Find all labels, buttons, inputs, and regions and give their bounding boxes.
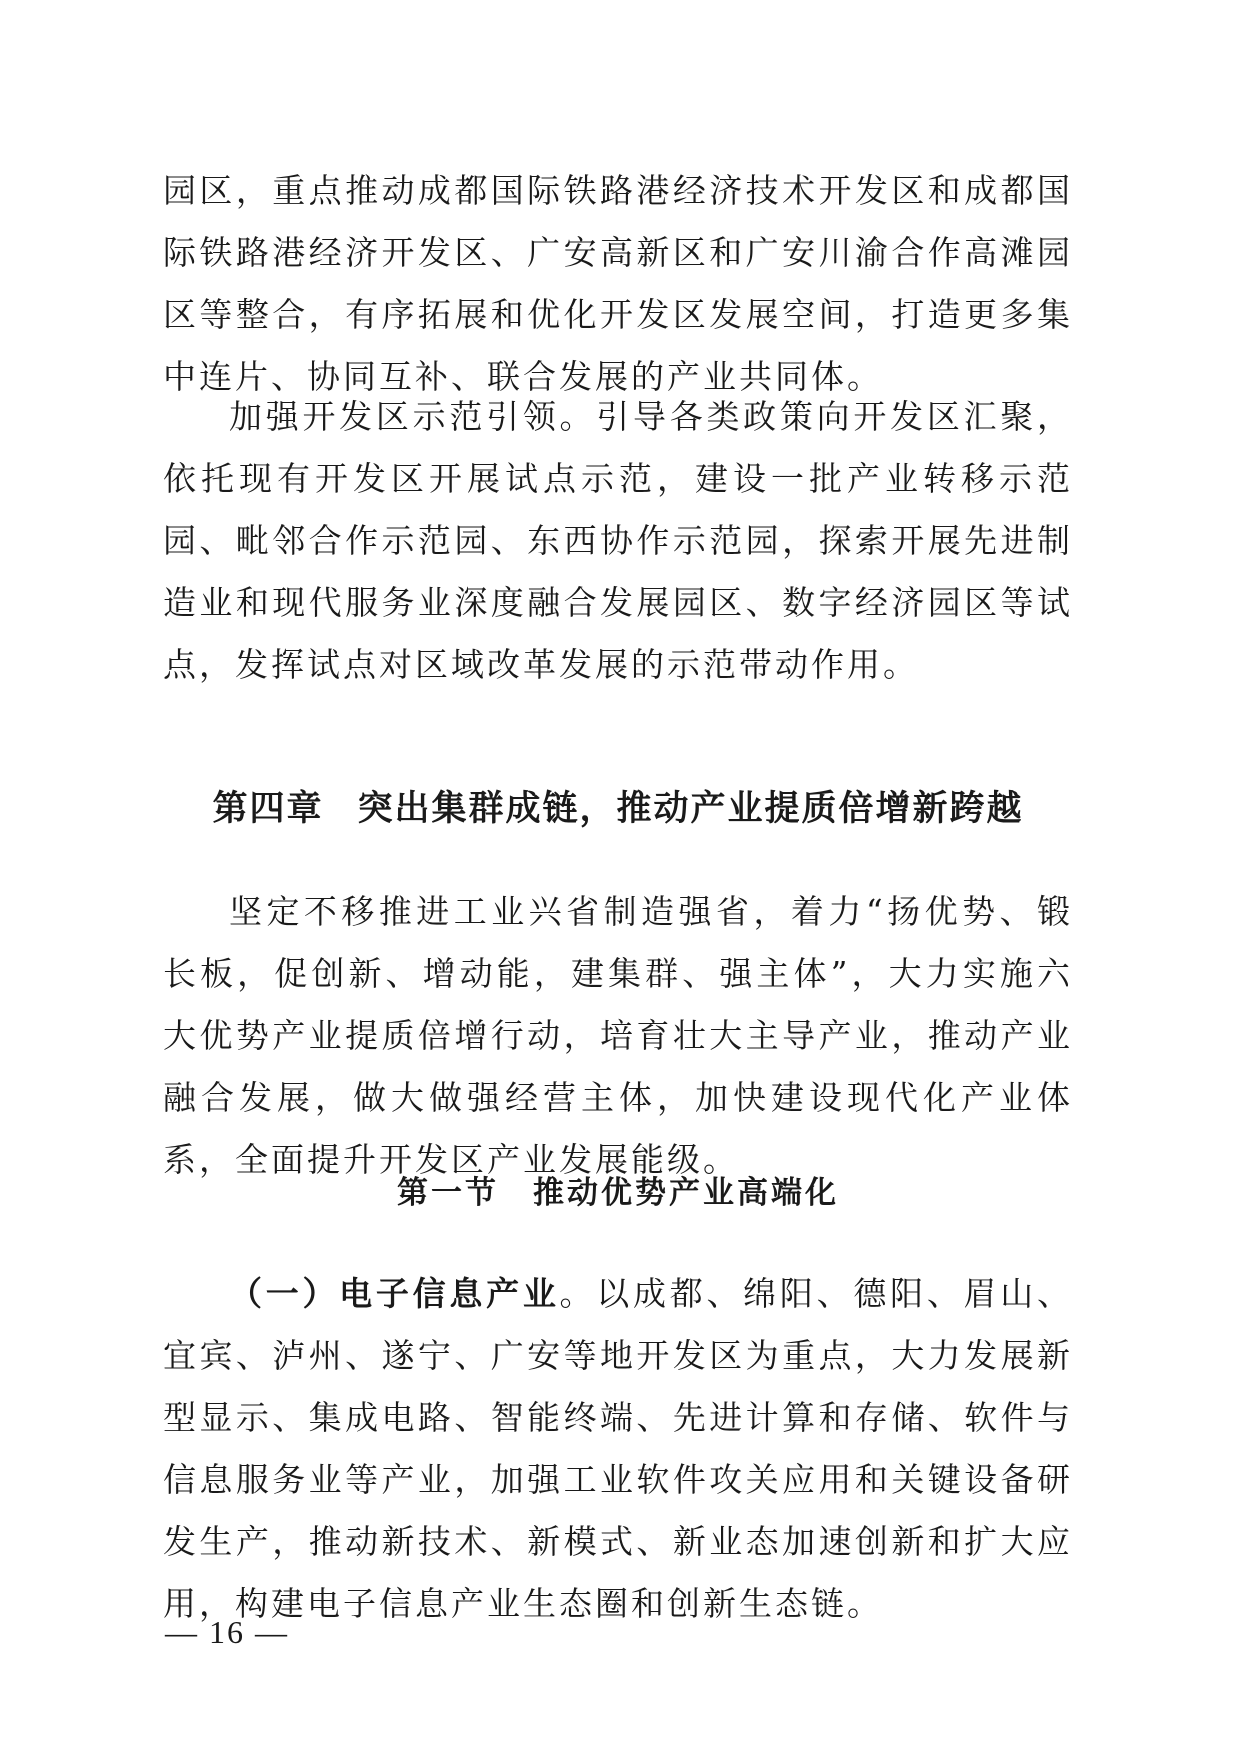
section-heading	[163, 1162, 1073, 1224]
chapter-title: 突出集群成链，推动产业提质倍增新跨越	[357, 789, 1024, 829]
chapter-number: 第四章	[212, 789, 324, 829]
section-number: 第一节	[397, 1175, 499, 1211]
paragraph-electronic-information-industry	[163, 1263, 1073, 1635]
paragraph-lead-title: （一）电子信息产业	[229, 1274, 560, 1313]
paragraph-chapter-intro: 坚定不移推进工业兴省制造强省，着力“扬优势、锻长板，促创新、增动能，建集群、强主体”，大力实施六大优势产业提质倍增行动，培育壮大主导产业，推动产业融合发展，做大做强经营主体，加快建设现代化产业体系，全面提升开发区产业发展能级。	[163, 892, 1073, 1179]
paragraph-demonstration-leading: 加强开发区示范引领。引导各类政策向开发区汇聚，依托现有开发区开展试点示范，建设一批产业转移示范园、毗邻合作示范园、东西协作示范园，探索开展先进制造业和现代服务业深度融合发展园区、数字经济园区等试点，发挥试点对区域改革发展的示范带动作用。	[163, 397, 1073, 684]
chapter-heading	[163, 778, 1073, 840]
section-title: 推动优势产业高端化	[533, 1175, 839, 1211]
paragraph-development-zone-integration: 园区，重点推动成都国际铁路港经济技术开发区和成都国际铁路港经济开发区、广安高新区和广安川渝合作高滩园区等整合，有序拓展和优化开发区发展空间，打造更多集中连片、协同互补、联合发展的产业共同体。	[163, 171, 1073, 396]
paragraph-body: 。以成都、绵阳、德阳、眉山、宜宾、泸州、遂宁、广安等地开发区为重点，大力发展新型显示、集成电路、智能终端、先进计算和存储、软件与信息服务业等产业，加强工业软件攻关应用和关键设备研发生产，推动新技术、新模式、新业态加速创新和扩大应用，构建电子信息产业生态圈和创新生态链。	[163, 1274, 1074, 1623]
page-number: — 16 —	[165, 1614, 289, 1650]
